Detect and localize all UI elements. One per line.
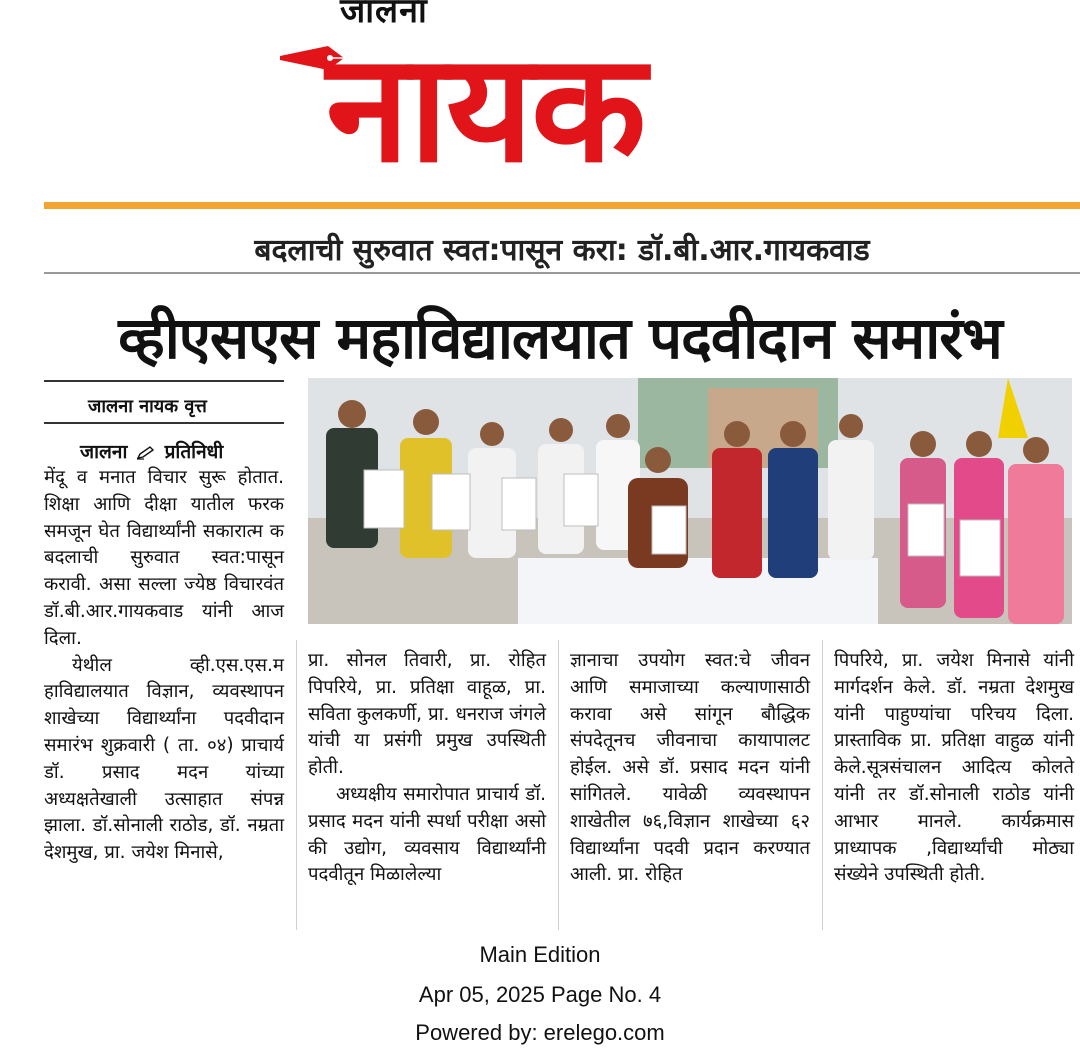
- article-column-1: [44, 465, 284, 867]
- column-divider: [558, 640, 559, 930]
- dateline-reporter: प्रतिनिधी: [164, 441, 224, 463]
- ceremony-photo-illustration: [308, 378, 1072, 624]
- dateline: [80, 438, 223, 464]
- masthead-rule: [44, 202, 1080, 209]
- masthead-city: जालना: [340, 0, 428, 31]
- byline: जालना नायक वृत्त: [88, 396, 207, 417]
- dateline-place: जालना: [80, 441, 128, 463]
- column-divider: [822, 640, 823, 930]
- byline-rule-top: [44, 380, 284, 382]
- masthead-title: नायक: [326, 22, 645, 196]
- column-divider: [296, 640, 297, 930]
- headline-rule: [44, 272, 1080, 274]
- paragraph: येथील व्ही.एस.एस.म हाविद्यालयात विज्ञान, व्यवस्थापन शाखेच्या विद्यार्थ्यांना पदवीदान समारंभ शुक्रवारी ( ता. ०४) प्राचार्य डॉ. प्रसाद मदन यांच्या अध्यक्षतेखाली उत्साहात संपन्न झाला. डॉ.सोनाली राठोड, डॉ. नम्रता देशमुख, प्रा. जयेश मिनासे,: [44, 654, 284, 864]
- paragraph: प्रा. सोनल तिवारी, प्रा. रोहित पिपरिये, प्रा. प्रतिक्षा वाहूळ, प्रा. सविता कुलकर्णी, प्रा. धनराज जंगले यांची या प्रसंगी प्रमुख उपस्थिती होती.: [308, 650, 546, 779]
- article-headline: व्हीएसएस महाविद्यालयात पदवीदान समारंभ: [118, 304, 1002, 372]
- article-column-4: [834, 648, 1074, 889]
- paragraph: ज्ञानाचा उपयोग स्वत:चे जीवन आणि समाजाच्या कल्याणासाठी करावा असे सांगून बौद्धिक संपदेतूनच जीवनाचा कायापालट होईल. असे डॉ. प्रसाद मदन यांनी सांगितले. यावेळी व्यवस्थापन शाखेतील ७६,विज्ञान शाखेच्या ६२ विद्यार्थ्यांना पदवी प्रदान करण्यात आली. प्रा. रोहित: [570, 650, 810, 886]
- footer-edition: Main Edition: [479, 942, 601, 967]
- masthead: [286, 24, 806, 194]
- paragraph: पिपरिये, प्रा. जयेश मिनासे यांनी मार्गदर्शन केले. डॉ. नम्रता देशमुख यांनी पाहुण्यांचा परिचय दिला. प्रास्ताविक प्रा. प्रतिक्षा वाहुळ यांनी केले.सूत्रसंचालन आदित्य कोलते यांनी तर डॉ.सोनाली राठोड यांनी आभार मानले. कार्यक्रमास प्राध्यापक ,विद्यार्थ्यांची मोठ्या संख्येने उपस्थिती होती.: [834, 650, 1074, 886]
- pencil-icon: [136, 446, 156, 460]
- article-column-3: [570, 648, 810, 889]
- article-column-2: [308, 648, 546, 889]
- footer-date-page: Apr 05, 2025 Page No. 4: [418, 982, 662, 1007]
- footer-powered-by: Powered by: erelego.com: [415, 1020, 665, 1045]
- byline-rule-bottom: [44, 422, 284, 424]
- paragraph: मेंदू व मनात विचार सुरू होतात. शिक्षा आणि दीक्षा यातील फरक समजून घेत विद्यार्थ्यांनी सकारात्म क बदलाची सुरुवात स्वत:पासून करावी. असा सल्ला ज्येष्ठ विचारवंत डॉ.बी.आर.गायकवाड यांनी आज दिला.: [44, 467, 284, 649]
- kicker-subheadline: बदलाची सुरुवात स्वत:पासून करा: डॉ.बी.आर.गायकवाड: [254, 233, 870, 268]
- ceremony-photo: [308, 378, 1072, 624]
- paragraph: अध्यक्षीय समारोपात प्राचार्य डॉ. प्रसाद मदन यांनी स्पर्धा परीक्षा असो की उद्योग, व्यवसाय विद्यार्थ्यांनी पदवीतून मिळालेल्या: [308, 783, 546, 886]
